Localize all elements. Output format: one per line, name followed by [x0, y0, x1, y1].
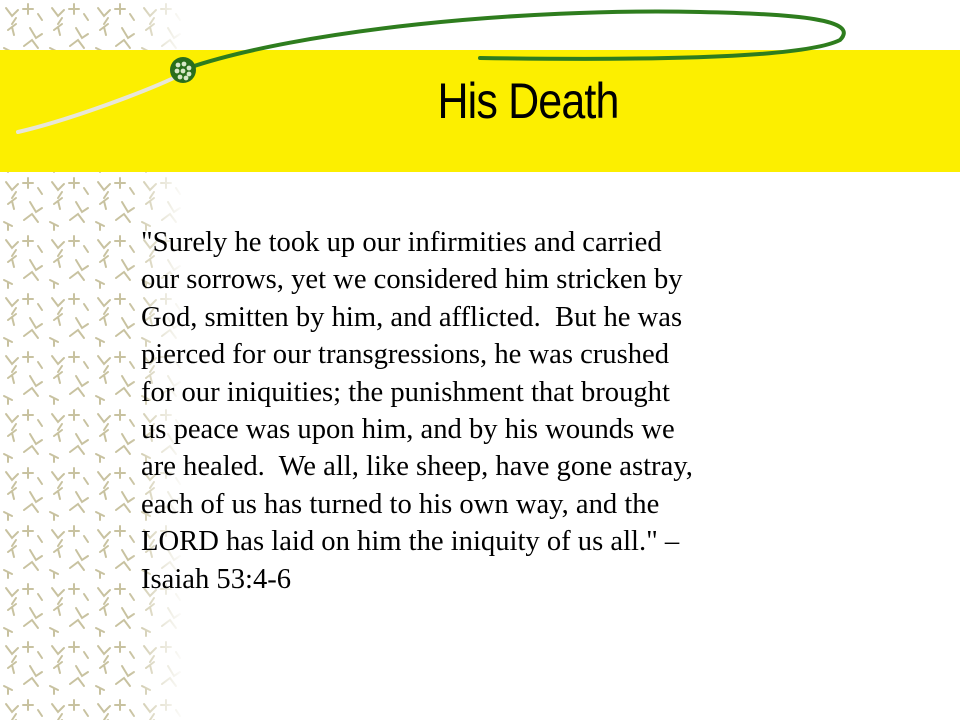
scripture-quote — [141, 224, 861, 598]
slide-title: His Death — [437, 73, 619, 129]
quote-line: each of us has turned to his own way, and the — [141, 488, 660, 520]
quote-line: our sorrows, yet we considered him stricken by — [141, 264, 683, 296]
quote-line: for our iniquities; the punishment that brought — [141, 376, 670, 408]
quote-line: pierced for our transgressions, he was crushed — [141, 339, 670, 371]
quote-line: "Surely he took up our infirmities and carried — [141, 227, 662, 258]
quote-line: are healed. We all, like sheep, have gone astray, — [141, 451, 693, 483]
quote-line: LORD has laid on him the iniquity of us all." – — [141, 526, 680, 558]
quote-line: God, smitten by him, and afflicted. But he was — [141, 301, 683, 333]
quote-citation: Isaiah 53:4-6 — [141, 563, 292, 595]
quote-line: us peace was upon him, and by his wounds we — [141, 414, 675, 446]
